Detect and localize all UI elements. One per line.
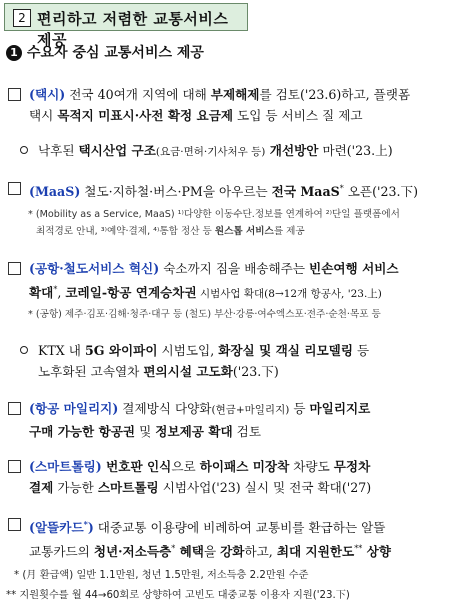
altteul-note2: ** 지원횟수를 월 44→60회로 상향하여 고빈도 대중교통 이용자 지원('23.下) <box>6 590 350 601</box>
checkbox-square-icon <box>8 262 21 275</box>
checkbox-square-icon <box>8 182 21 195</box>
circle-bullet-icon <box>20 146 28 154</box>
altteul-note1: * (月 환급액) 일반 1.1만원, 청년 1.5만원, 저소득층 2.2만원 수준 <box>14 570 309 581</box>
item-taxi-line2: 택시 목적지 미표시·사전 확정 요금제 도입 등 서비스 질 제고 <box>29 108 363 123</box>
checkbox-square-icon <box>8 88 21 101</box>
item-altteul-line2: 교통카드의 청년·저소득층* 혜택을 강화하고, 최대 지원한도** 상향 <box>29 544 391 560</box>
sub-taxi-text: 낙후된 택시산업 구조(요금·면허·기사처우 등) 개선방안 마련('23.上) <box>38 143 393 158</box>
item-maas <box>8 178 468 202</box>
item-smart-line2: 결제 가능한 스마트톨링 시범사업('23) 실시 및 전국 확대('27) <box>29 480 372 495</box>
item-mileage-line2: 구매 가능한 항공권 및 정보제공 확대 검토 <box>29 424 262 439</box>
section-heading-text: 수요자 중심 교통서비스 제공 <box>27 45 204 61</box>
item-mileage <box>8 398 468 442</box>
title-box <box>4 3 248 49</box>
maas-note <box>28 206 468 240</box>
item-airport-line2: 확대*, 코레일-항공 연계승차권 시범사업 확대(8→12개 항공사, '23.上) <box>29 285 382 301</box>
circle-bullet-icon <box>20 346 28 354</box>
checkbox-square-icon <box>8 460 21 473</box>
section-bullet: 1 <box>6 45 22 61</box>
title-number: 2 <box>13 9 31 27</box>
maas-note-line2: 최적경로 안내, ³⁾예약·결제, ⁴⁾통합 정산 등 원스톱 서비스를 제공 <box>36 226 305 237</box>
airport-note: * (공항) 제주·김포·김해·청주·대구 등 (철도) 부산·강릉·여수엑스포·전주·순천·목포 등 <box>28 309 381 320</box>
item-smart-line1: (스마트톨링) 번호판 인식으로 하이패스 미장착 차량도 무정차 <box>29 459 371 474</box>
sub-ktx <box>20 340 470 382</box>
maas-note-line1: * (Mobility as a Service, MaaS) ¹⁾다양한 이동수단.정보를 연계하여 ²⁾단일 플랫폼에서 <box>28 209 400 220</box>
sub-ktx-line2: 노후화된 고속열차 편의시설 고도화('23.下) <box>38 364 279 379</box>
item-maas-line: (MaaS) 철도·지하철·버스·PM을 아우르는 전국 MaaS* 오픈('23.下) <box>29 184 418 200</box>
item-taxi <box>8 84 468 126</box>
item-mileage-line1: (항공 마일리지) 결제방식 다양화(현금+마일리지) 등 마일리지로 <box>29 401 371 416</box>
sub-taxi <box>20 140 470 163</box>
item-altteul-line1: (알뜰카드*) 대중교통 이용량에 비례하여 교통비를 환급하는 알뜰 <box>29 519 386 536</box>
item-taxi-line1: (택시) 전국 40여개 지역에 대해 부제해제를 검토('23.6)하고, 플랫폼 <box>29 87 411 102</box>
checkbox-square-icon <box>8 518 21 531</box>
sub-ktx-line1: KTX 내 5G 와이파이 시범도입, 화장실 및 객실 리모델링 등 <box>38 343 370 358</box>
page-title: 편리하고 저렴한 교통서비스 제공 <box>37 10 229 49</box>
item-altteul-card <box>8 514 468 562</box>
item-smart-tolling <box>8 456 468 498</box>
item-airport-rail <box>8 258 468 305</box>
item-airport-line1: (공항·철도서비스 혁신) 숙소까지 짐을 배송해주는 빈손여행 서비스 <box>29 261 399 276</box>
checkbox-square-icon <box>8 402 21 415</box>
section-heading <box>6 42 204 62</box>
